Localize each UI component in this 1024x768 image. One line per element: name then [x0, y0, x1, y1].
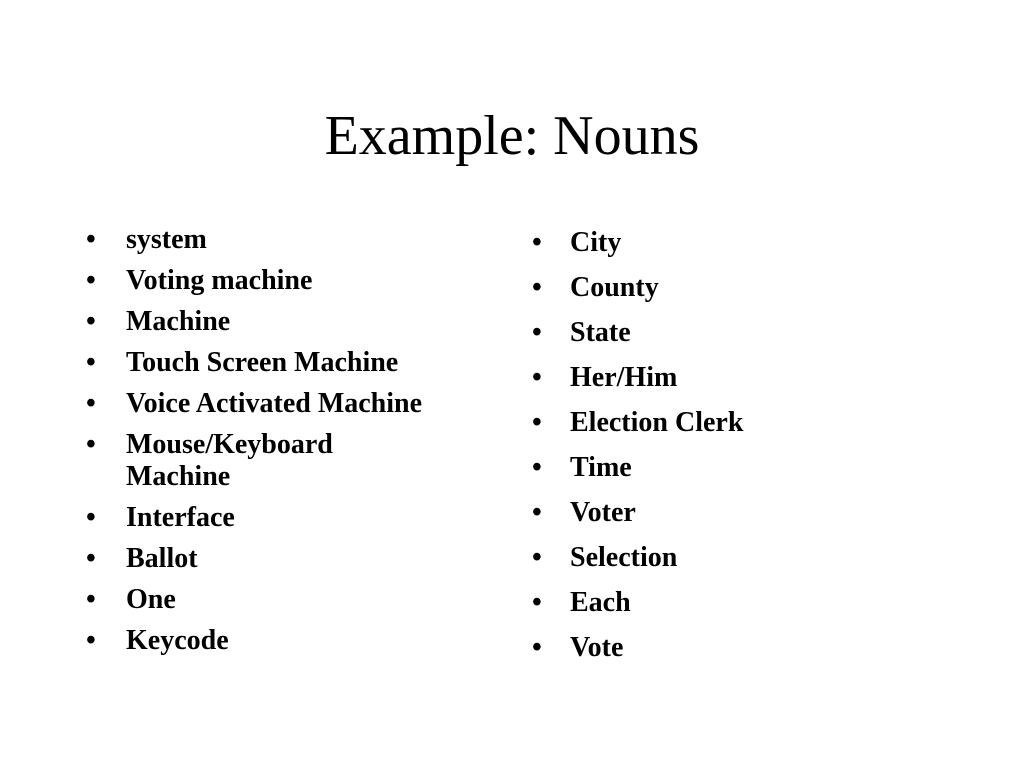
list-item — [86, 388, 516, 420]
bullet-icon: • — [532, 317, 542, 348]
list-item-label: Election Clerk — [570, 407, 744, 438]
list-item — [86, 502, 516, 534]
bullet-icon: • — [86, 347, 96, 378]
list-item — [532, 497, 952, 529]
bullet-icon: • — [86, 502, 96, 533]
bullet-icon: • — [86, 543, 96, 574]
list-item — [532, 317, 952, 349]
list-item-label: Interface — [126, 502, 235, 533]
bullet-icon: • — [86, 429, 96, 460]
list-item — [532, 632, 952, 664]
bullet-icon: • — [86, 306, 96, 337]
bullet-icon: • — [532, 452, 542, 483]
slide-title: Example: Nouns — [324, 105, 700, 167]
list-item-label: Voice Activated Machine — [126, 388, 423, 419]
list-item-label: Touch Screen Machine — [126, 347, 399, 378]
list-item — [86, 306, 516, 338]
list-item-label: County — [570, 272, 659, 303]
list-item-label: City — [570, 227, 622, 258]
left-noun-list — [86, 224, 516, 666]
list-item — [532, 227, 952, 259]
list-item-label: Ballot — [126, 543, 198, 574]
list-item — [86, 625, 516, 657]
bullet-icon: • — [532, 587, 542, 618]
list-item — [86, 347, 516, 379]
list-item-label: State — [570, 317, 631, 348]
bullet-icon: • — [532, 407, 542, 438]
list-item-label: Her/Him — [570, 362, 678, 393]
bullet-icon: • — [86, 388, 96, 419]
bullet-icon: • — [86, 625, 96, 656]
list-item-label: system — [126, 224, 207, 255]
list-item-label: Machine — [126, 306, 231, 337]
bullet-icon: • — [532, 227, 542, 258]
list-item-label: Keycode — [126, 625, 229, 656]
bullet-icon: • — [86, 224, 96, 255]
list-item — [532, 362, 952, 394]
list-item — [86, 543, 516, 575]
list-item-label: Vote — [570, 632, 624, 663]
right-noun-list — [532, 227, 952, 677]
list-item-label: Time — [570, 452, 632, 483]
list-item-label: Voter — [570, 497, 636, 528]
bullet-icon: • — [532, 272, 542, 303]
bullet-icon: • — [532, 632, 542, 663]
list-item-label: Voting machine — [126, 265, 313, 296]
list-item — [86, 584, 516, 616]
list-item-label: Mouse/Keyboard Machine — [126, 429, 333, 492]
list-item — [532, 587, 952, 619]
bullet-icon: • — [532, 362, 542, 393]
list-item — [532, 452, 952, 484]
list-item — [532, 542, 952, 574]
list-item-label: Each — [570, 587, 631, 618]
list-item-label: Selection — [570, 542, 678, 573]
list-item-label: One — [126, 584, 176, 615]
bullet-icon: • — [532, 497, 542, 528]
list-item — [86, 265, 516, 297]
list-item — [532, 272, 952, 304]
bullet-icon: • — [532, 542, 542, 573]
list-item — [532, 407, 952, 439]
bullet-icon: • — [86, 265, 96, 296]
list-item — [86, 224, 516, 256]
list-item — [86, 429, 426, 493]
bullet-icon: • — [86, 584, 96, 615]
